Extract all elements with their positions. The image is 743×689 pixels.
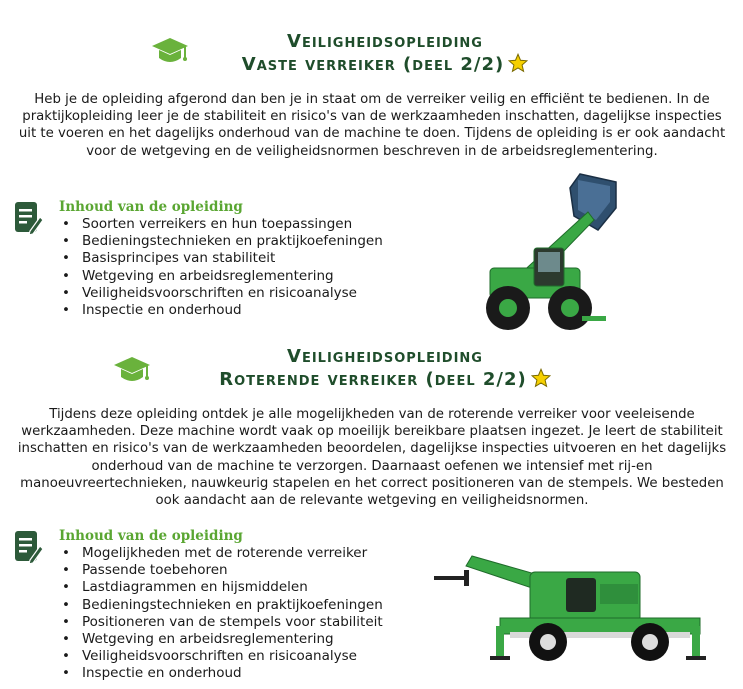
graduation-cap-icon [113,355,151,385]
title-line-2-text: Vaste verreiker (deel 2/2) [241,54,505,75]
intro-text: Heb je de opleiding afgerond dan ben je in staat om de verreiker veilig en efficiënt te bedienen. In de praktijkopleiding leer je de stabiliteit en risico's van de werkzaamheden inschatten, dagelijkse inspecties uit te voeren en het dagelijks onderhoud van de machine te doen. Tijdens de opleiding is er ook aandacht voor de wetgeving en de veiligheidsnormen beschreven in de arbeidsreglementering. [18,92,726,159]
title-line-2-text: Roterende verreiker (deel 2/2) [219,369,527,390]
list-item: • Passende toebehoren [58,562,383,579]
list-heading: Inhoud van de opleiding [59,199,243,215]
title-line-1: Veiligheidsopleiding [287,31,483,52]
list-item: • Inspectie en onderhoud [58,302,383,319]
list-item: • Positioneren van de stempels voor stabiliteit [58,614,383,631]
content-list [58,216,383,319]
section-title [190,30,580,76]
star-icon [531,368,551,388]
list-item: • Veiligheidsvoorschriften en risicoanalyse [58,285,383,302]
content-list [58,545,383,683]
list-item: • Wetgeving en arbeidsreglementering [58,631,383,648]
title-line-2 [155,368,615,391]
list-item: • Veiligheidsvoorschriften en risicoanalyse [58,648,383,665]
list-item: • Mogelijkheden met de roterende verreiker [58,545,383,562]
list-item: • Basisprincipes van stabiliteit [58,250,383,267]
star-icon [508,53,528,73]
list-item: • Wetgeving en arbeidsreglementering [58,268,383,285]
list-item: • Inspectie en onderhoud [58,665,383,682]
document-edit-icon [14,201,44,235]
list-item: • Bedieningstechnieken en praktijkoefeningen [58,233,383,250]
rotating-telehandler-image [430,526,730,666]
section-title [155,345,615,391]
list-heading: Inhoud van de opleiding [59,528,243,544]
list-item: • Soorten verreikers en hun toepassingen [58,216,383,233]
graduation-cap-icon [151,36,189,66]
title-line-1: Veiligheidsopleiding [287,346,483,367]
intro-text: Tijdens deze opleiding ontdek je alle mogelijkheden van de roterende verreiker voor veeleisende werkzaamheden. Deze machine wordt vaak op moeilijk bereikbare plaatsen ingezet. Je leert de stabiliteit inschatten en risico's van de werkzaamheden beoordelen, dagelijkse inspecties uitvoeren en het dagelijks onderhoud van de machine te verzorgen. Daarnaast oefenen we intensief met rij-en manoeuvreertechnieken, nauwkeurig stapelen en het correct positioneren van de stempels. We besteden ook aandacht aan de relevante wetgeving en veiligheidsnormen. [17,407,727,509]
list-item: • Lastdiagrammen en hijsmiddelen [58,579,383,596]
list-item: • Bedieningstechnieken en praktijkoefeningen [58,597,383,614]
document-edit-icon [14,530,44,564]
title-line-2 [190,53,580,76]
telehandler-image [470,168,620,338]
